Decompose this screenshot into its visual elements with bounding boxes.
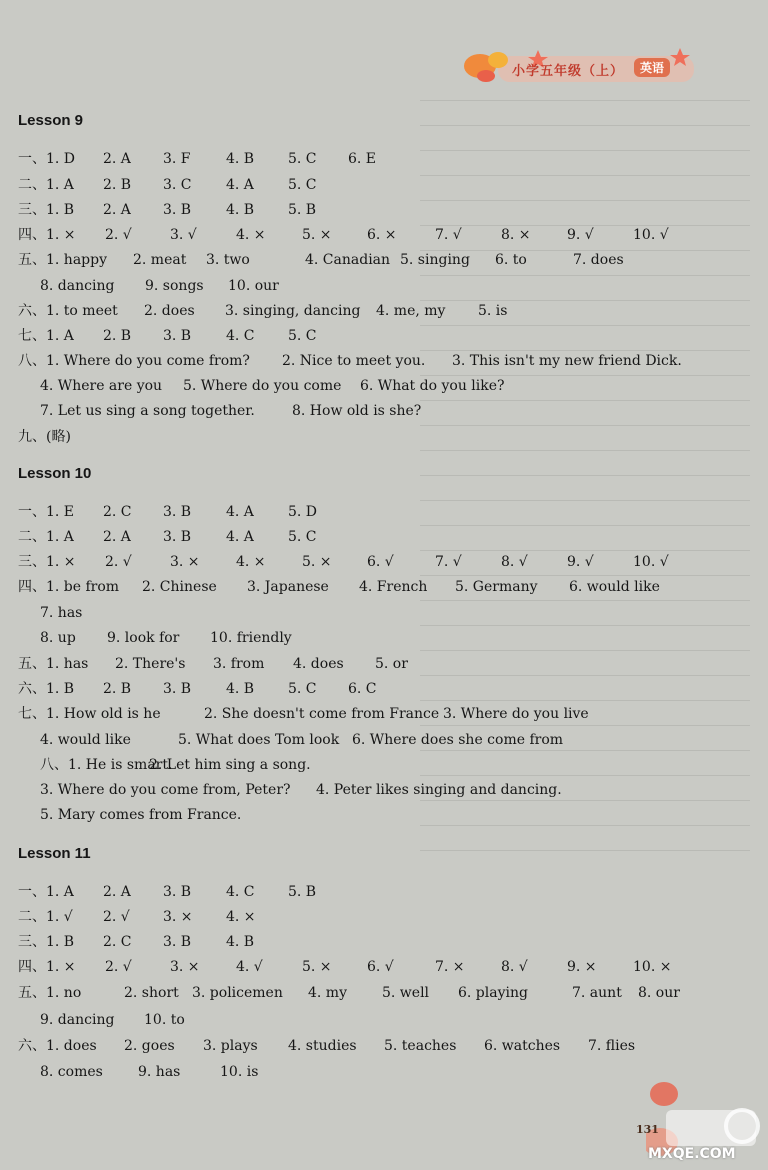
answer-item: 10. ×	[633, 959, 672, 975]
answer-item: 4. Where are you	[40, 378, 163, 394]
answer-item: 2. A	[103, 151, 131, 167]
answer-line	[18, 578, 748, 602]
answer-item: 5. What does Tom look	[178, 732, 340, 748]
answer-item: 三、1. B	[18, 934, 75, 950]
answer-item: 七、1. A	[18, 328, 74, 344]
answer-item: 10. is	[220, 1064, 259, 1080]
answer-item: 3. B	[163, 529, 192, 545]
lesson-title: Lesson 11	[18, 845, 91, 862]
answer-line	[18, 528, 748, 552]
answer-item: 4. ×	[226, 909, 256, 925]
answer-item: 4. √	[236, 959, 263, 975]
answer-line	[18, 958, 748, 982]
answer-item: 5. ×	[302, 959, 332, 975]
answer-item: 5. is	[478, 303, 508, 319]
answer-item: 2. goes	[124, 1038, 175, 1054]
answer-line	[18, 503, 748, 527]
answer-item: 一、1. D	[18, 151, 76, 167]
answer-item: 2. √	[105, 959, 132, 975]
answer-item: 3. Japanese	[247, 579, 329, 595]
answer-item: 7. √	[435, 554, 462, 570]
answer-item: 3. singing, dancing	[225, 303, 361, 319]
answer-item: 4. C	[226, 328, 255, 344]
subject-tag: 英语	[634, 58, 670, 77]
answer-item: 4. me, my	[376, 303, 446, 319]
answer-line	[18, 302, 748, 326]
answer-item: 七、1. How old is he	[18, 706, 161, 722]
answer-item: 2. A	[103, 884, 131, 900]
answer-item: 3. √	[170, 227, 197, 243]
answer-item: 8. comes	[40, 1064, 103, 1080]
answer-line	[18, 428, 748, 452]
answer-line	[18, 201, 748, 225]
answer-item: 4. would like	[40, 732, 131, 748]
answer-item: 6. playing	[458, 985, 528, 1001]
answer-item: 8. dancing	[40, 278, 115, 294]
answer-item: 6. √	[367, 959, 394, 975]
answer-item: 八、1. He is smart.	[40, 757, 173, 773]
answer-line	[18, 1063, 748, 1087]
answer-item: 3. plays	[203, 1038, 258, 1054]
page-number: 131	[636, 1123, 659, 1136]
answer-item: 5. Germany	[455, 579, 538, 595]
answer-item: 5. B	[288, 884, 317, 900]
answer-item: 4. B	[226, 934, 255, 950]
answer-item: 8. How old is she?	[292, 403, 422, 419]
answer-item: 8. √	[501, 959, 528, 975]
answer-item: 3. B	[163, 328, 192, 344]
answer-item: 5. B	[288, 202, 317, 218]
lesson-title: Lesson 10	[18, 465, 92, 482]
answer-line	[18, 629, 748, 653]
answer-line	[18, 604, 748, 628]
answer-item: 2. C	[103, 504, 132, 520]
answer-item: 3. B	[163, 934, 192, 950]
answer-item: 5. ×	[302, 554, 332, 570]
answer-line	[18, 781, 748, 805]
answer-item: 三、1. ×	[18, 554, 76, 570]
answer-item: 2. √	[105, 227, 132, 243]
answer-line	[18, 377, 748, 401]
answer-item: 9. has	[138, 1064, 181, 1080]
answer-item: 4. ×	[236, 554, 266, 570]
answer-item: 3. Where do you come from, Peter?	[40, 782, 291, 798]
answer-item: 2. √	[105, 554, 132, 570]
answer-item: 9. dancing	[40, 1012, 115, 1028]
answer-item: 3. ×	[170, 959, 200, 975]
answer-item: 3. B	[163, 884, 192, 900]
watermark-text: MXQE.COM	[648, 1146, 736, 1162]
answer-item: 4. B	[226, 202, 255, 218]
lesson-title: Lesson 9	[18, 112, 84, 129]
answer-item: 四、1. be from	[18, 579, 120, 595]
answer-item: 9. songs	[145, 278, 204, 294]
answer-item: 5. ×	[302, 227, 332, 243]
answer-item: 10. √	[633, 227, 669, 243]
answer-line	[18, 277, 748, 301]
answer-item: 2. A	[103, 202, 131, 218]
answer-line	[18, 327, 748, 351]
answer-item: 9. √	[567, 554, 594, 570]
answer-item: 7. flies	[588, 1038, 636, 1054]
answer-line	[18, 150, 748, 174]
answer-line	[18, 1037, 748, 1061]
answer-line	[18, 908, 748, 932]
answer-item: 4. ×	[236, 227, 266, 243]
answer-item: 7. Let us sing a song together.	[40, 403, 255, 419]
answer-item: 5. C	[288, 681, 317, 697]
answer-line	[18, 756, 748, 780]
answer-item: 二、1. A	[18, 177, 74, 193]
answer-item: 7. aunt	[572, 985, 622, 1001]
answer-item: 4. French	[359, 579, 428, 595]
answer-item: 3. F	[163, 151, 191, 167]
answer-item: 2. C	[103, 934, 132, 950]
answer-item: 2. Let him sing a song.	[149, 757, 311, 773]
answer-line	[18, 705, 748, 729]
answer-item: 4. Peter likes singing and dancing.	[316, 782, 562, 798]
answer-item: 2. B	[103, 681, 132, 697]
answer-item: 6. C	[348, 681, 377, 697]
answer-item: 九、(略)	[18, 429, 71, 445]
answer-item: 2. There's	[115, 656, 186, 672]
answer-item: 3. two	[206, 252, 250, 268]
answer-item: 8. ×	[501, 227, 531, 243]
answer-item: 2. Chinese	[142, 579, 217, 595]
answer-item: 2. √	[103, 909, 130, 925]
answer-item: 8. √	[501, 554, 528, 570]
answer-item: 2. A	[103, 529, 131, 545]
answer-item: 9. √	[567, 227, 594, 243]
answer-item: 3. ×	[170, 554, 200, 570]
answer-item: 5. Where do you come	[183, 378, 342, 394]
answer-item: 4. B	[226, 681, 255, 697]
answer-line	[18, 680, 748, 704]
answer-item: 五、1. no	[18, 985, 82, 1001]
answer-item: 9. ×	[567, 959, 597, 975]
answer-item: 二、1. A	[18, 529, 74, 545]
answer-item: 10. friendly	[210, 630, 292, 646]
answer-item: 四、1. ×	[18, 959, 76, 975]
answer-line	[18, 1011, 748, 1035]
answer-item: 3. B	[163, 504, 192, 520]
answer-item: 4. A	[226, 529, 254, 545]
answer-item: 2. meat	[133, 252, 187, 268]
answer-item: 四、1. ×	[18, 227, 76, 243]
answer-line	[18, 984, 748, 1008]
answer-item: 6. to	[495, 252, 527, 268]
answer-item: 3. B	[163, 202, 192, 218]
answer-item: 3. B	[163, 681, 192, 697]
answer-item: 6. √	[367, 554, 394, 570]
answer-line	[18, 176, 748, 200]
answer-item: 5. C	[288, 529, 317, 545]
answer-line	[18, 352, 748, 376]
answer-line	[18, 933, 748, 957]
book-title: 小学五年级（上）	[512, 64, 625, 79]
answer-line	[18, 883, 748, 907]
answer-item: 6. watches	[484, 1038, 561, 1054]
answer-item: 4. B	[226, 151, 255, 167]
answer-item: 5. D	[288, 504, 318, 520]
answer-item: 3. Where do you live	[443, 706, 589, 722]
answer-item: 3. ×	[163, 909, 193, 925]
answer-item: 3. C	[163, 177, 192, 193]
answer-line	[18, 553, 748, 577]
answer-item: 8. our	[638, 985, 680, 1001]
answer-line	[18, 402, 748, 426]
answer-item: 5. singing	[400, 252, 470, 268]
answer-line	[18, 806, 748, 830]
answer-item: 2. short	[124, 985, 179, 1001]
answer-item: 7. has	[40, 605, 83, 621]
answer-item: 7. √	[435, 227, 462, 243]
answer-item: 6. Where does she come from	[352, 732, 564, 748]
answer-item: 4. C	[226, 884, 255, 900]
answer-line	[18, 655, 748, 679]
answer-item: 5. or	[375, 656, 408, 672]
answer-item: 4. Canadian	[305, 252, 391, 268]
answer-item: 4. studies	[288, 1038, 357, 1054]
answer-item: 2. Nice to meet you.	[282, 353, 426, 369]
answer-item: 6. E	[348, 151, 377, 167]
answer-item: 五、1. happy	[18, 252, 108, 268]
answer-item: 8. up	[40, 630, 76, 646]
answer-item: 7. does	[573, 252, 624, 268]
answer-item: 一、1. A	[18, 884, 74, 900]
answer-item: 4. does	[293, 656, 344, 672]
answer-item: 6. would like	[569, 579, 660, 595]
answer-item: 7. ×	[435, 959, 465, 975]
answer-item: 10. our	[228, 278, 279, 294]
answer-item: 八、1. Where do you come from?	[18, 353, 250, 369]
answer-item: 4. my	[308, 985, 347, 1001]
answer-item: 10. to	[144, 1012, 185, 1028]
answer-item: 2. B	[103, 328, 132, 344]
answer-line	[18, 251, 748, 275]
answer-line	[18, 731, 748, 755]
answer-item: 2. She doesn't come from France	[204, 706, 440, 722]
answer-item: 6. What do you like?	[360, 378, 505, 394]
answer-item: 一、1. E	[18, 504, 75, 520]
answer-item: 3. This isn't my new friend Dick.	[452, 353, 682, 369]
answer-item: 4. A	[226, 177, 254, 193]
answer-item: 10. √	[633, 554, 669, 570]
answer-item: 5. C	[288, 328, 317, 344]
answer-item: 2. B	[103, 177, 132, 193]
answer-item: 5. Mary comes from France.	[40, 807, 242, 823]
answer-item: 3. from	[213, 656, 265, 672]
answer-line	[18, 226, 748, 250]
answer-item: 5. C	[288, 151, 317, 167]
answer-item: 三、1. B	[18, 202, 75, 218]
answer-item: 六、1. to meet	[18, 303, 118, 319]
answer-item: 6. ×	[367, 227, 397, 243]
answer-item: 六、1. B	[18, 681, 75, 697]
answer-item: 二、1. √	[18, 909, 73, 925]
answer-item: 5. C	[288, 177, 317, 193]
answer-item: 5. well	[382, 985, 430, 1001]
answer-item: 5. teaches	[384, 1038, 457, 1054]
answer-item: 2. does	[144, 303, 195, 319]
answer-item: 3. policemen	[192, 985, 283, 1001]
answer-item: 9. look for	[107, 630, 180, 646]
answer-item: 六、1. does	[18, 1038, 97, 1054]
answer-item: 五、1. has	[18, 656, 89, 672]
answer-item: 4. A	[226, 504, 254, 520]
